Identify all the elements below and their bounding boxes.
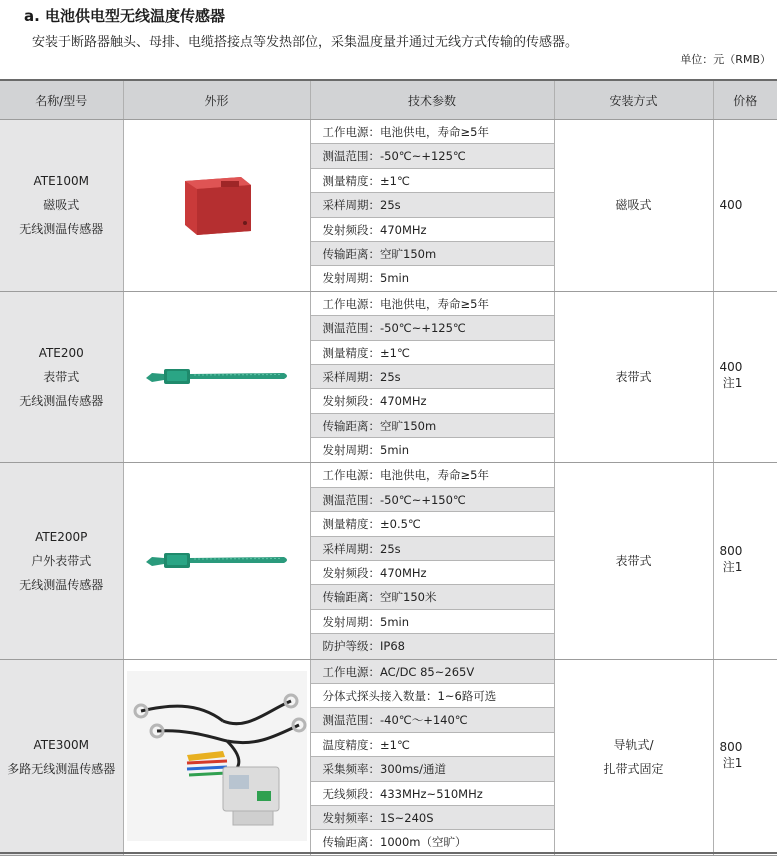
table-row bbox=[0, 659, 777, 855]
currency-unit: 单位：元（RMB） bbox=[680, 53, 771, 66]
column-header-price: 价格 bbox=[713, 80, 777, 120]
multi-probe-sensor-icon bbox=[127, 671, 307, 841]
product-model: ATE300M bbox=[33, 738, 89, 753]
price-cell bbox=[713, 120, 777, 292]
parameter-row: 无线频段：433MHz~510MHz bbox=[311, 782, 554, 806]
product-parameters bbox=[310, 659, 554, 855]
column-header-parameters: 技术参数 bbox=[310, 80, 554, 120]
parameter-row: 传输距离：1000m（空旷） bbox=[311, 830, 554, 854]
parameter-row: 发射频段：470MHz bbox=[311, 561, 554, 585]
parameter-row: 防护等级：IP68 bbox=[311, 634, 554, 658]
product-name-cell bbox=[0, 120, 123, 292]
column-header-model: 名称/型号 bbox=[0, 80, 123, 120]
parameter-row: 传输距离：空旷150m bbox=[311, 414, 554, 438]
product-name-line: 磁吸式 bbox=[43, 198, 80, 213]
price-note: 注1 bbox=[722, 560, 743, 575]
product-image-cell bbox=[123, 291, 310, 463]
table-header-row bbox=[0, 80, 777, 120]
green-strap-sensor-icon bbox=[142, 548, 292, 572]
product-parameters bbox=[310, 120, 554, 292]
table-row bbox=[0, 120, 777, 292]
parameter-row: 发射频段：470MHz bbox=[311, 389, 554, 413]
price-note: 注1 bbox=[722, 376, 743, 391]
product-model: ATE200P bbox=[35, 530, 88, 545]
product-parameters bbox=[310, 291, 554, 463]
product-name-line: 户外表带式 bbox=[31, 554, 92, 569]
installation-method-cell bbox=[554, 291, 713, 463]
parameter-row: 传输距离：空旷150米 bbox=[311, 585, 554, 609]
parameter-row: 测量精度：±0.5℃ bbox=[311, 512, 554, 536]
parameter-row: 工作电源：电池供电，寿命≥5年 bbox=[311, 292, 554, 316]
price-cell bbox=[713, 463, 777, 659]
section-description: 安装于断路器触头、母排、电缆搭接点等发热部位，采集温度量并通过无线方式传输的传感器。 bbox=[32, 35, 579, 50]
product-image-cell bbox=[123, 659, 310, 855]
price-value: 400 bbox=[719, 360, 743, 375]
parameter-row: 发射周期：5min bbox=[311, 266, 554, 290]
installation-method: 磁吸式 bbox=[615, 198, 652, 213]
parameter-row: 温度精度：±1℃ bbox=[311, 733, 554, 757]
parameter-row: 测量精度：±1℃ bbox=[311, 341, 554, 365]
parameter-row: 发射频段：470MHz bbox=[311, 218, 554, 242]
parameter-row: 采集频率：300ms/通道 bbox=[311, 757, 554, 781]
table-row bbox=[0, 463, 777, 659]
parameter-row: 测温范围：-50℃~+125℃ bbox=[311, 144, 554, 168]
parameter-row: 测温范围：-50℃~+125℃ bbox=[311, 316, 554, 340]
product-name-line: 无线测温传感器 bbox=[19, 222, 104, 237]
parameter-row: 测温范围：-50℃~+150℃ bbox=[311, 488, 554, 512]
product-model: ATE100M bbox=[33, 174, 89, 189]
product-name-line: 无线测温传感器 bbox=[19, 394, 104, 409]
parameter-row: 工作电源：电池供电，寿命≥5年 bbox=[311, 120, 554, 144]
price-value: 800 bbox=[719, 740, 743, 755]
installation-method: 扎带式固定 bbox=[603, 762, 664, 777]
product-image-cell bbox=[123, 463, 310, 659]
parameter-row: 采样周期：25s bbox=[311, 365, 554, 389]
table-bottom-rule bbox=[0, 852, 777, 854]
product-name-line: 无线测温传感器 bbox=[19, 578, 104, 593]
product-image-cell bbox=[123, 120, 310, 292]
product-name-cell bbox=[0, 291, 123, 463]
column-header-installation: 安装方式 bbox=[554, 80, 713, 120]
product-name-cell bbox=[0, 659, 123, 855]
installation-method: 表带式 bbox=[615, 554, 652, 569]
parameter-row: 采样周期：25s bbox=[311, 537, 554, 561]
price-value: 400 bbox=[719, 198, 743, 213]
section-title: a. 电池供电型无线温度传感器 bbox=[24, 7, 226, 25]
installation-method: 导轨式/ bbox=[613, 738, 654, 753]
parameter-row: 工作电源：电池供电，寿命≥5年 bbox=[311, 463, 554, 487]
product-price-table bbox=[0, 79, 777, 856]
product-name-line: 多路无线测温传感器 bbox=[7, 762, 116, 777]
green-strap-sensor-icon bbox=[142, 364, 292, 388]
price-cell bbox=[713, 291, 777, 463]
parameter-row: 传输距离：空旷150m bbox=[311, 242, 554, 266]
red-square-sensor-icon bbox=[175, 167, 259, 241]
parameter-row: 发射周期：5min bbox=[311, 610, 554, 634]
parameter-row: 测温范围：-40℃～+140℃ bbox=[311, 708, 554, 732]
parameter-row: 工作电源：AC/DC 85~265V bbox=[311, 660, 554, 684]
price-cell bbox=[713, 659, 777, 855]
column-header-appearance: 外形 bbox=[123, 80, 310, 120]
installation-method-cell bbox=[554, 659, 713, 855]
product-name-line: 表带式 bbox=[43, 370, 80, 385]
product-model: ATE200 bbox=[38, 346, 84, 361]
parameter-row: 分体式探头接入数量：1~6路可选 bbox=[311, 684, 554, 708]
installation-method-cell bbox=[554, 120, 713, 292]
parameter-row: 采样周期：25s bbox=[311, 193, 554, 217]
parameter-row: 发射周期：5min bbox=[311, 438, 554, 462]
parameter-row: 发射频率：1S~240S bbox=[311, 806, 554, 830]
product-parameters bbox=[310, 463, 554, 659]
product-name-cell bbox=[0, 463, 123, 659]
installation-method-cell bbox=[554, 463, 713, 659]
price-value: 800 bbox=[719, 544, 743, 559]
installation-method: 表带式 bbox=[615, 370, 652, 385]
table-row bbox=[0, 291, 777, 463]
parameter-row: 测量精度：±1℃ bbox=[311, 169, 554, 193]
price-note: 注1 bbox=[722, 756, 743, 771]
